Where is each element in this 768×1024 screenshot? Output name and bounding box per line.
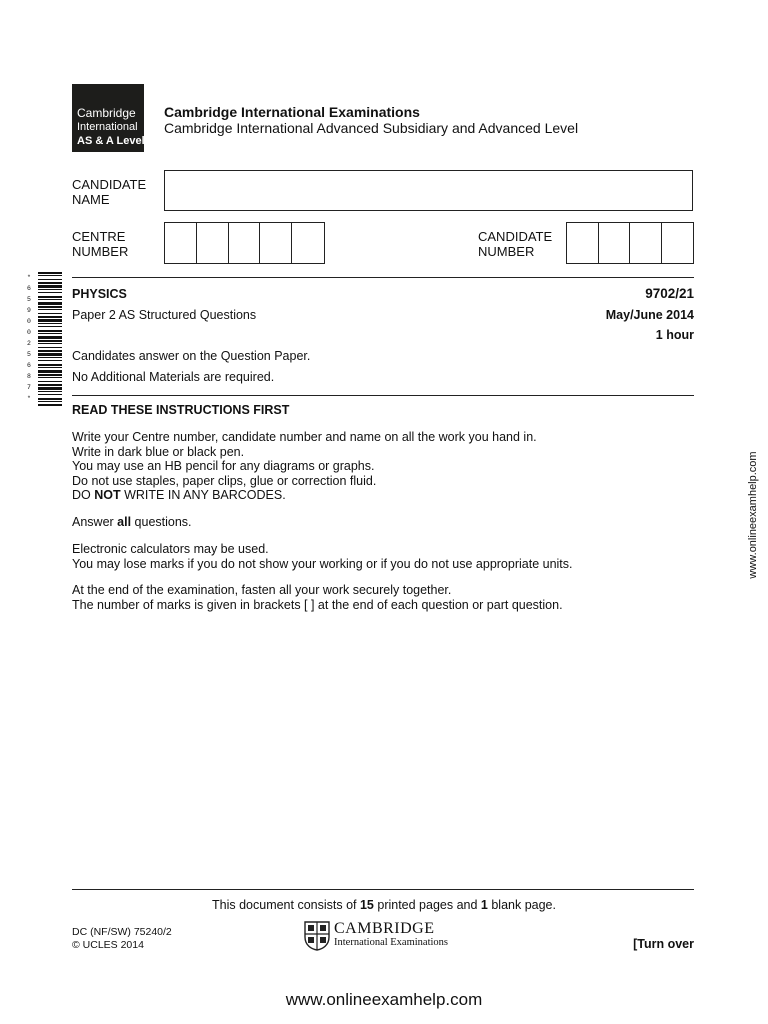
candidate-number-box[interactable]	[567, 223, 599, 263]
page-count-blank: 1	[480, 898, 488, 912]
candidate-name-label-line2: NAME	[72, 192, 110, 207]
instruction-line: Electronic calculators may be used.	[72, 542, 269, 556]
barcode-bar	[38, 404, 62, 406]
turn-over: [Turn over	[633, 937, 694, 951]
barcode-digit: 2	[27, 340, 31, 347]
barcode-digit: *	[27, 274, 31, 281]
barcode-digit: 6	[27, 362, 31, 369]
barcode-digit: 5	[27, 296, 31, 303]
barcode-bar	[38, 353, 62, 356]
barcode-digit: 0	[27, 329, 31, 336]
instructions-block-1	[72, 430, 537, 503]
barcode-digit: 0	[27, 318, 31, 325]
answer-line-post: questions.	[131, 515, 192, 529]
divider-middle	[72, 395, 694, 396]
barcode-bar	[38, 374, 62, 376]
instruction-line-barcodes	[72, 488, 537, 503]
centre-number-box[interactable]	[197, 223, 229, 263]
instruction-line: The number of marks is given in brackets [ ] at the end of each question or part question.	[72, 597, 563, 612]
barcode-bar	[38, 377, 62, 378]
barcode-bar	[38, 302, 62, 305]
barcode-bar	[38, 285, 62, 288]
candidate-number-box[interactable]	[599, 223, 631, 263]
board-title: Cambridge International Examinations	[164, 104, 420, 120]
exam-session: May/June 2014	[605, 308, 694, 322]
instructions-heading: READ THESE INSTRUCTIONS FIRST	[72, 403, 290, 417]
materials-note: No Additional Materials are required.	[72, 370, 275, 384]
barcode-bar	[38, 387, 62, 390]
instruction-line: Write your Centre number, candidate number and name on all the work you hand in.	[72, 430, 537, 444]
barcode-bar	[38, 282, 62, 284]
centre-number-label-line1: CENTRE	[72, 229, 126, 244]
answer-line-pre: Answer	[72, 515, 118, 529]
barcode-bar	[38, 316, 62, 318]
barcode-bar	[38, 367, 62, 368]
barcode-image	[30, 272, 62, 406]
barcode-bar	[38, 289, 62, 290]
barcode-bar	[38, 343, 62, 344]
barcode-bar	[38, 333, 62, 334]
candidate-number-box[interactable]	[630, 223, 662, 263]
barcode-bar	[38, 319, 62, 322]
barcode-bar	[38, 391, 62, 392]
instruction-answer-all	[72, 515, 192, 530]
page-count-mid: printed pages and	[373, 898, 481, 912]
instruction-line: Do not use staples, paper clips, glue or correction fluid.	[72, 473, 377, 488]
barcode-digit: 5	[27, 351, 31, 358]
paper-code: 9702/21	[645, 286, 694, 301]
centre-number-label	[72, 229, 128, 259]
barcode-line-pre: DO	[72, 488, 95, 502]
board-subtitle: Cambridge International Advanced Subsidiary and Advanced Level	[164, 120, 579, 136]
answer-on-paper: Candidates answer on the Question Paper.	[72, 349, 311, 363]
centre-number-label-line2: NUMBER	[72, 244, 129, 259]
barcode-bar	[38, 401, 62, 402]
barcode-bar	[38, 296, 62, 298]
barcode-bar	[38, 360, 62, 361]
divider-footer	[72, 889, 694, 890]
barcode-digits	[25, 272, 33, 404]
barcode-bar	[38, 306, 62, 308]
instruction-line: At the end of the examination, fasten all your work securely together.	[72, 583, 452, 597]
barcode-bar	[38, 364, 62, 366]
barcode-bar	[38, 326, 62, 327]
cambridge-wordmark: CAMBRIDGE	[334, 920, 435, 937]
barcode-bar	[38, 309, 62, 310]
instruction-line: Write in dark blue or black pen.	[72, 444, 245, 459]
candidate-number-label	[478, 229, 552, 259]
document-reference: DC (NF/SW) 75240/2	[72, 926, 172, 938]
barcode-bar	[38, 279, 62, 280]
paper-title: Paper 2 AS Structured Questions	[72, 308, 257, 322]
barcode-digit: 6	[27, 285, 31, 292]
barcode-line-post: WRITE IN ANY BARCODES.	[120, 488, 286, 502]
cambridge-logo	[72, 84, 144, 152]
candidate-number-label-line1: CANDIDATE	[478, 229, 553, 244]
barcode-bar	[38, 370, 62, 373]
candidate-number-box[interactable]	[662, 223, 693, 263]
instructions-block-3	[72, 542, 573, 571]
cambridge-crest-icon	[304, 921, 330, 951]
barcode-bar	[38, 323, 62, 324]
logo-line-2: International	[77, 121, 138, 133]
candidate-name-label-line1: CANDIDATE	[72, 177, 147, 192]
candidate-number-label-line2: NUMBER	[478, 244, 535, 259]
barcode-bar	[38, 384, 62, 386]
footer-reference	[72, 926, 172, 951]
subject: PHYSICS	[72, 287, 127, 301]
watermark-side: www.onlineexamhelp.com	[747, 451, 759, 579]
divider-top	[72, 277, 694, 278]
barcode-bar	[38, 330, 62, 332]
instruction-line: You may use an HB pencil for any diagrams or graphs.	[72, 459, 375, 473]
barcode-bars	[38, 272, 62, 406]
answer-line-bold: all	[117, 515, 132, 529]
barcode-bar	[38, 313, 62, 314]
centre-number-box[interactable]	[229, 223, 261, 263]
barcode-bar	[38, 292, 62, 293]
barcode-bar	[38, 394, 62, 395]
logo-line-1: Cambridge	[77, 106, 136, 120]
barcode-digit: 7	[27, 384, 31, 391]
page-count-pre: This document consists of	[212, 898, 360, 912]
barcode-digits-text	[25, 272, 33, 404]
logo-line-3: AS & A Level	[77, 135, 145, 147]
centre-number-box[interactable]	[292, 223, 324, 263]
barcode-bar	[38, 357, 62, 358]
barcode-bar	[38, 272, 62, 274]
barcode-bar	[38, 350, 62, 352]
candidate-name-field[interactable]	[164, 170, 693, 211]
exam-duration: 1 hour	[655, 328, 694, 342]
barcode-digit: 9	[27, 307, 31, 314]
barcode-bar	[38, 398, 62, 400]
candidate-number-field[interactable]	[566, 222, 694, 264]
barcode-bar	[38, 381, 62, 382]
barcode-digit: *	[27, 395, 31, 402]
barcode-line-bold: NOT	[94, 488, 121, 502]
instruction-line: You may lose marks if you do not show your working or if you do not use appropriate units.	[72, 556, 573, 571]
page-count-post: blank page.	[487, 898, 556, 912]
page-count	[0, 898, 768, 913]
copyright-notice: © UCLES 2014	[72, 938, 144, 951]
barcode-bar	[38, 340, 62, 342]
centre-number-box[interactable]	[260, 223, 292, 263]
barcode-bar	[38, 299, 62, 300]
centre-number-box[interactable]	[165, 223, 197, 263]
barcode-digit: 8	[27, 373, 31, 380]
centre-number-field[interactable]	[164, 222, 325, 264]
barcode-bar	[38, 336, 62, 339]
barcode-bar	[38, 347, 62, 348]
barcode-bar	[38, 275, 62, 276]
instructions-block-4	[72, 583, 563, 612]
page-count-printed: 15	[359, 898, 374, 912]
candidate-name-label	[72, 177, 146, 207]
cambridge-wordmark-sub: International Examinations	[334, 937, 449, 948]
watermark-bottom: www.onlineexamhelp.com	[285, 990, 483, 1009]
